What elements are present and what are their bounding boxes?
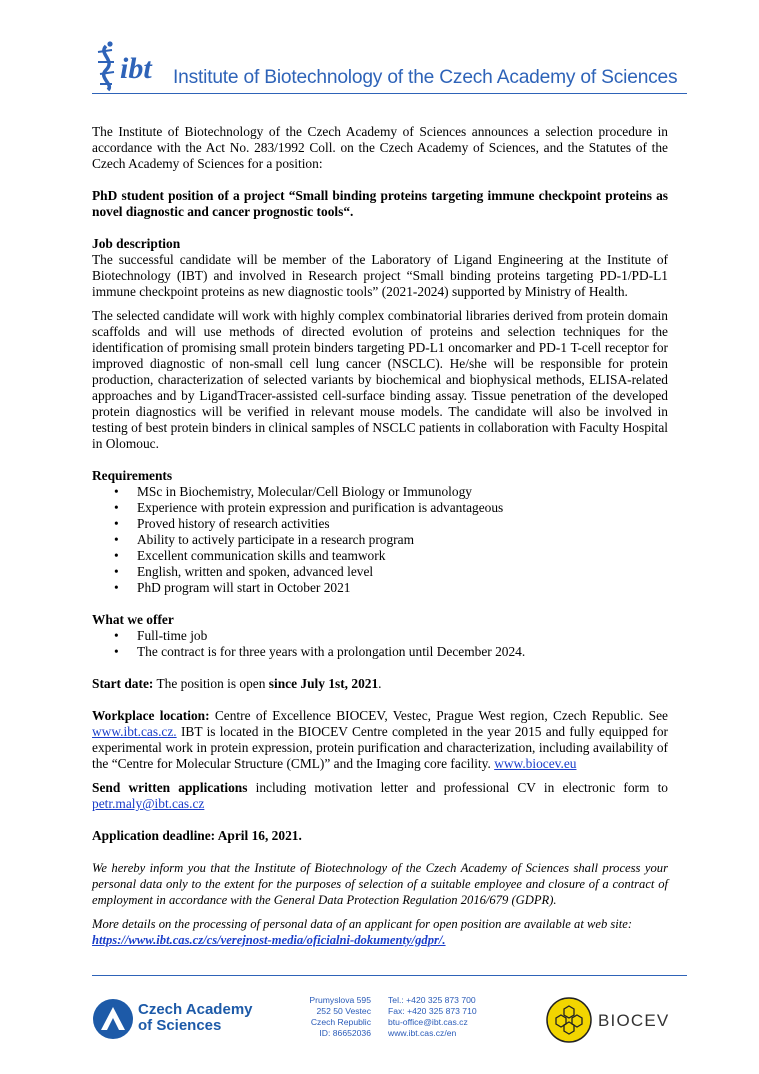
list-item: • Full-time job: [92, 628, 668, 644]
gdpr-link[interactable]: https://www.ibt.cas.cz/cs/verejnost-media/oficialni-dokumenty/gdpr/.: [92, 933, 446, 947]
list-item: • Excellent communication skills and teamwork: [92, 548, 668, 564]
list-item: • PhD program will start in October 2021: [92, 580, 668, 596]
workplace-text-2: IBT is located in the BIOCEV Centre completed in the year 2015 and fully equipped for experimental work in protein expression, protein purification and characterization, including availability of the “Centre for Molecular Structure (CML)” and the Imaging core facility.: [92, 724, 668, 771]
address-line: Prumyslova 595: [309, 995, 371, 1005]
list-item: • Proved history of research activities: [92, 516, 668, 532]
footer-address: [298, 995, 371, 1039]
position-title: PhD student position of a project “Small binding proteins targeting immune checkpoint proteins as novel diagnostic and cancer prognostic tools“.: [92, 188, 668, 219]
biocev-name: BIOCEV: [598, 1011, 670, 1030]
address-line: Czech Republic: [310, 1017, 371, 1027]
biocev-website-link[interactable]: www.biocev.eu: [494, 756, 577, 771]
footer-contact: [388, 995, 477, 1039]
applications-paragraph: [92, 780, 668, 812]
start-date-label: Start date:: [92, 676, 154, 691]
list-item: • Ability to actively participate in a research program: [92, 532, 668, 548]
cas-logo-icon: [92, 998, 134, 1040]
gdpr-notice: We hereby inform you that the Institute of Biotechnology of the Czech Academy of Sciences shall process your personal data only to the extent for the purposes of selection of a suitable employee and closure of a contract of employment in accordance with the General Data Protection Regulation 2016/679 (GDPR).: [92, 861, 668, 907]
cas-name: [138, 1002, 253, 1034]
footer-divider: [92, 975, 687, 976]
list-item: • English, written and spoken, advanced level: [92, 564, 668, 580]
document-body: [92, 124, 668, 948]
start-date-value: since July 1st, 2021: [268, 676, 379, 691]
requirements-list: [92, 484, 668, 596]
offer-list: [92, 628, 668, 660]
header-divider: [92, 93, 687, 94]
workplace-label: Workplace location:: [92, 708, 210, 723]
page-header: [0, 0, 759, 96]
contact-line: btu-office@ibt.cas.cz: [388, 1017, 468, 1027]
job-description-paragraph-1: The successful candidate will be member of the Laboratory of Ligand Engineering at the Institute of Biotechnology (IBT) and involved in Research project “Small binding proteins targeting PD-1/PD-L1 immune checkpoint proteins as new diagnostic tools” (2021-2024) supported by Ministry of Health.: [92, 252, 668, 299]
address-line: ID: 86652036: [319, 1028, 371, 1038]
ibt-website-link[interactable]: www.ibt.cas.cz.: [92, 724, 177, 739]
applications-label: Send written applications: [92, 780, 248, 795]
list-item: • MSc in Biochemistry, Molecular/Cell Biology or Immunology: [92, 484, 668, 500]
cas-name-line-1: Czech Academy: [138, 1001, 253, 1018]
contact-email-link[interactable]: petr.maly@ibt.cas.cz: [92, 796, 205, 811]
list-item: • Experience with protein expression and purification is advantageous: [92, 500, 668, 516]
ibt-logo-text: ibt: [120, 52, 152, 85]
gdpr-more-text: More details on the processing of personal data of an applicant for open position are available at web site:: [92, 917, 633, 931]
ibt-logo: [92, 40, 172, 97]
start-date-text: The position is open: [153, 676, 269, 691]
contact-line: Tel.: +420 325 873 700: [388, 995, 476, 1005]
workplace-text-1: Centre of Excellence BIOCEV, Vestec, Prague West region, Czech Republic. See: [209, 708, 668, 723]
intro-paragraph: The Institute of Biotechnology of the Czech Academy of Sciences announces a selection procedure in accordance with the Act No. 283/1992 Coll. on the Czech Academy of Sciences, and the Statutes of the Czech Academy of Sciences for a position:: [92, 124, 668, 171]
offer-heading: What we offer: [92, 612, 174, 627]
application-deadline: Application deadline: April 16, 2021.: [92, 828, 302, 843]
applications-text: including motivation letter and professional CV in electronic form to: [247, 780, 669, 795]
contact-line: Fax: +420 325 873 710: [388, 1006, 477, 1016]
job-description-paragraph-2: The selected candidate will work with highly complex combinatorial libraries derived from protein domain scaffolds and will use methods of directed evolution of proteins and selection techniques for the identification of promising small protein binders targeting PD-L1 oncomarker and PD-1 T-cell receptor for improved diagnostic of non-small cell lung cancer (NSCLC). He/she will be responsible for protein production, characterization of selected variants by biochemical and biophysical methods, ELISA-related approaches and by LigandTracer-assisted cell-surface binding assay. Tissue penetration of the developed protein diagnostics will be verified in relevant mouse models. The candidate will also be involved in testing of best protein binders in clinical samples of NSCLC patients in collaboration with Faculty Hospital in Olomouc.: [92, 308, 668, 451]
biocev-logo: [546, 997, 592, 1048]
list-item: • The contract is for three years with a prolongation until December 2024.: [92, 644, 668, 660]
biocev-logo-icon: [546, 997, 592, 1043]
cas-name-line-2: of Sciences: [138, 1017, 222, 1034]
start-date: [92, 676, 668, 692]
institute-name: Institute of Biotechnology of the Czech Academy of Sciences: [173, 67, 678, 88]
start-date-period: .: [378, 676, 382, 691]
contact-line: www.ibt.cas.cz/en: [388, 1028, 457, 1038]
address-line: 252 50 Vestec: [316, 1006, 371, 1016]
gdpr-more: [92, 916, 668, 948]
requirements-heading: Requirements: [92, 468, 173, 483]
workplace-paragraph: [92, 708, 668, 772]
job-description-heading: Job description: [92, 236, 181, 251]
ibt-logo-icon: [92, 40, 172, 92]
